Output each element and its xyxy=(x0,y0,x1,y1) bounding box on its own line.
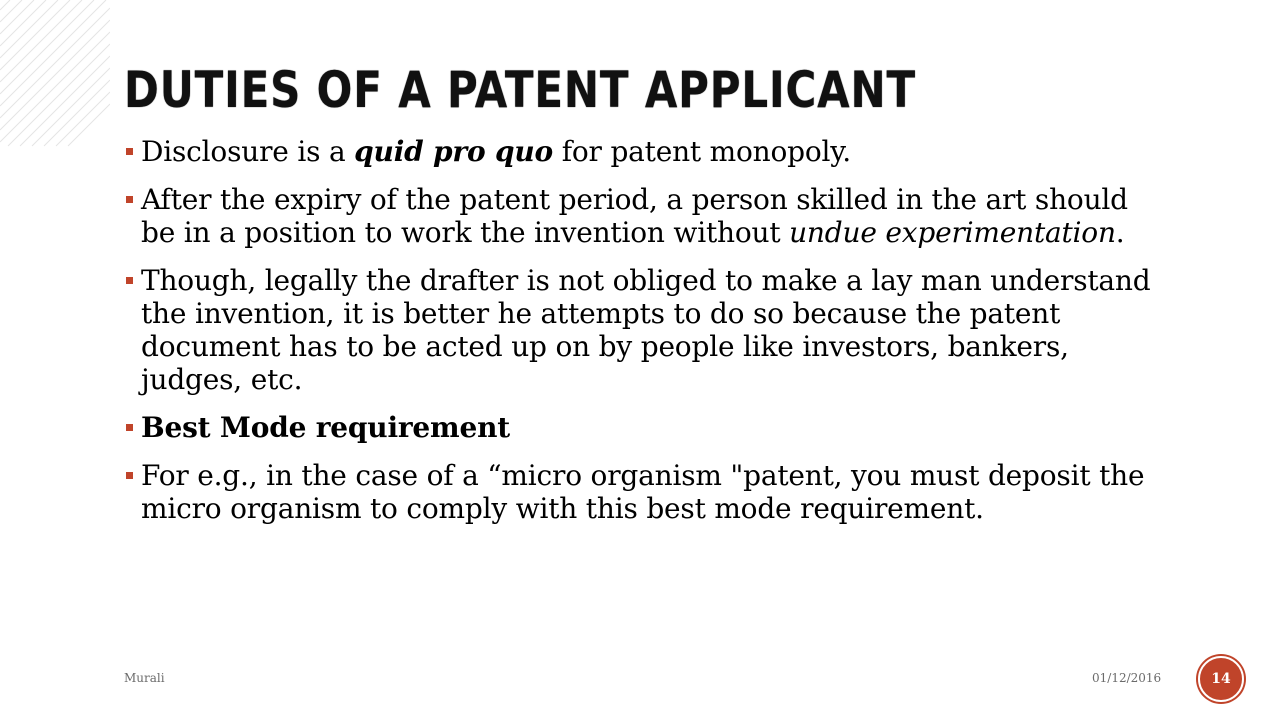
footer-author: Murali xyxy=(124,671,165,685)
bullet-text-part: After the expiry of the patent period, a person skilled in the art should be in a position to work the invention without xyxy=(141,183,1128,249)
bullet-text-part: . xyxy=(1115,216,1125,249)
square-bullet-icon xyxy=(126,472,133,479)
bullet-text-part: Best Mode requirement xyxy=(141,411,510,444)
bullet-text-part: Disclosure is a xyxy=(141,135,355,168)
bullet-text-emphasis: undue experimentation xyxy=(789,216,1116,249)
bullet-text-part: for patent monopoly. xyxy=(553,135,851,168)
slide-title: DUTIES OF A PATENT APPLICANT xyxy=(124,61,916,119)
page-number-badge xyxy=(1198,656,1244,702)
page-number: 14 xyxy=(1211,671,1231,687)
bullet-item-expiry xyxy=(124,183,1164,249)
bullet-text-part: For e.g., in the case of a “micro organism "patent, you must deposit the micro organism to comply with this best mode requirement. xyxy=(141,459,1145,525)
bullet-list xyxy=(124,135,1164,540)
corner-stripes-decoration xyxy=(0,0,110,150)
footer-date: 01/12/2016 xyxy=(1092,671,1162,685)
bullet-item-lay-man xyxy=(124,264,1164,396)
square-bullet-icon xyxy=(126,424,133,431)
bullet-item-disclosure xyxy=(124,135,1164,168)
square-bullet-icon xyxy=(126,196,133,203)
bullet-item-micro-organism xyxy=(124,459,1164,525)
bullet-item-best-mode xyxy=(124,411,1164,444)
bullet-text-emphasis: quid pro quo xyxy=(354,135,554,168)
square-bullet-icon xyxy=(126,277,133,284)
square-bullet-icon xyxy=(126,148,133,155)
bullet-text-part: Though, legally the drafter is not obliged to make a lay man understand the invention, it is better he attempts to do so because the patent document has to be acted up on by people like investors, bankers, judges, etc. xyxy=(141,264,1151,396)
